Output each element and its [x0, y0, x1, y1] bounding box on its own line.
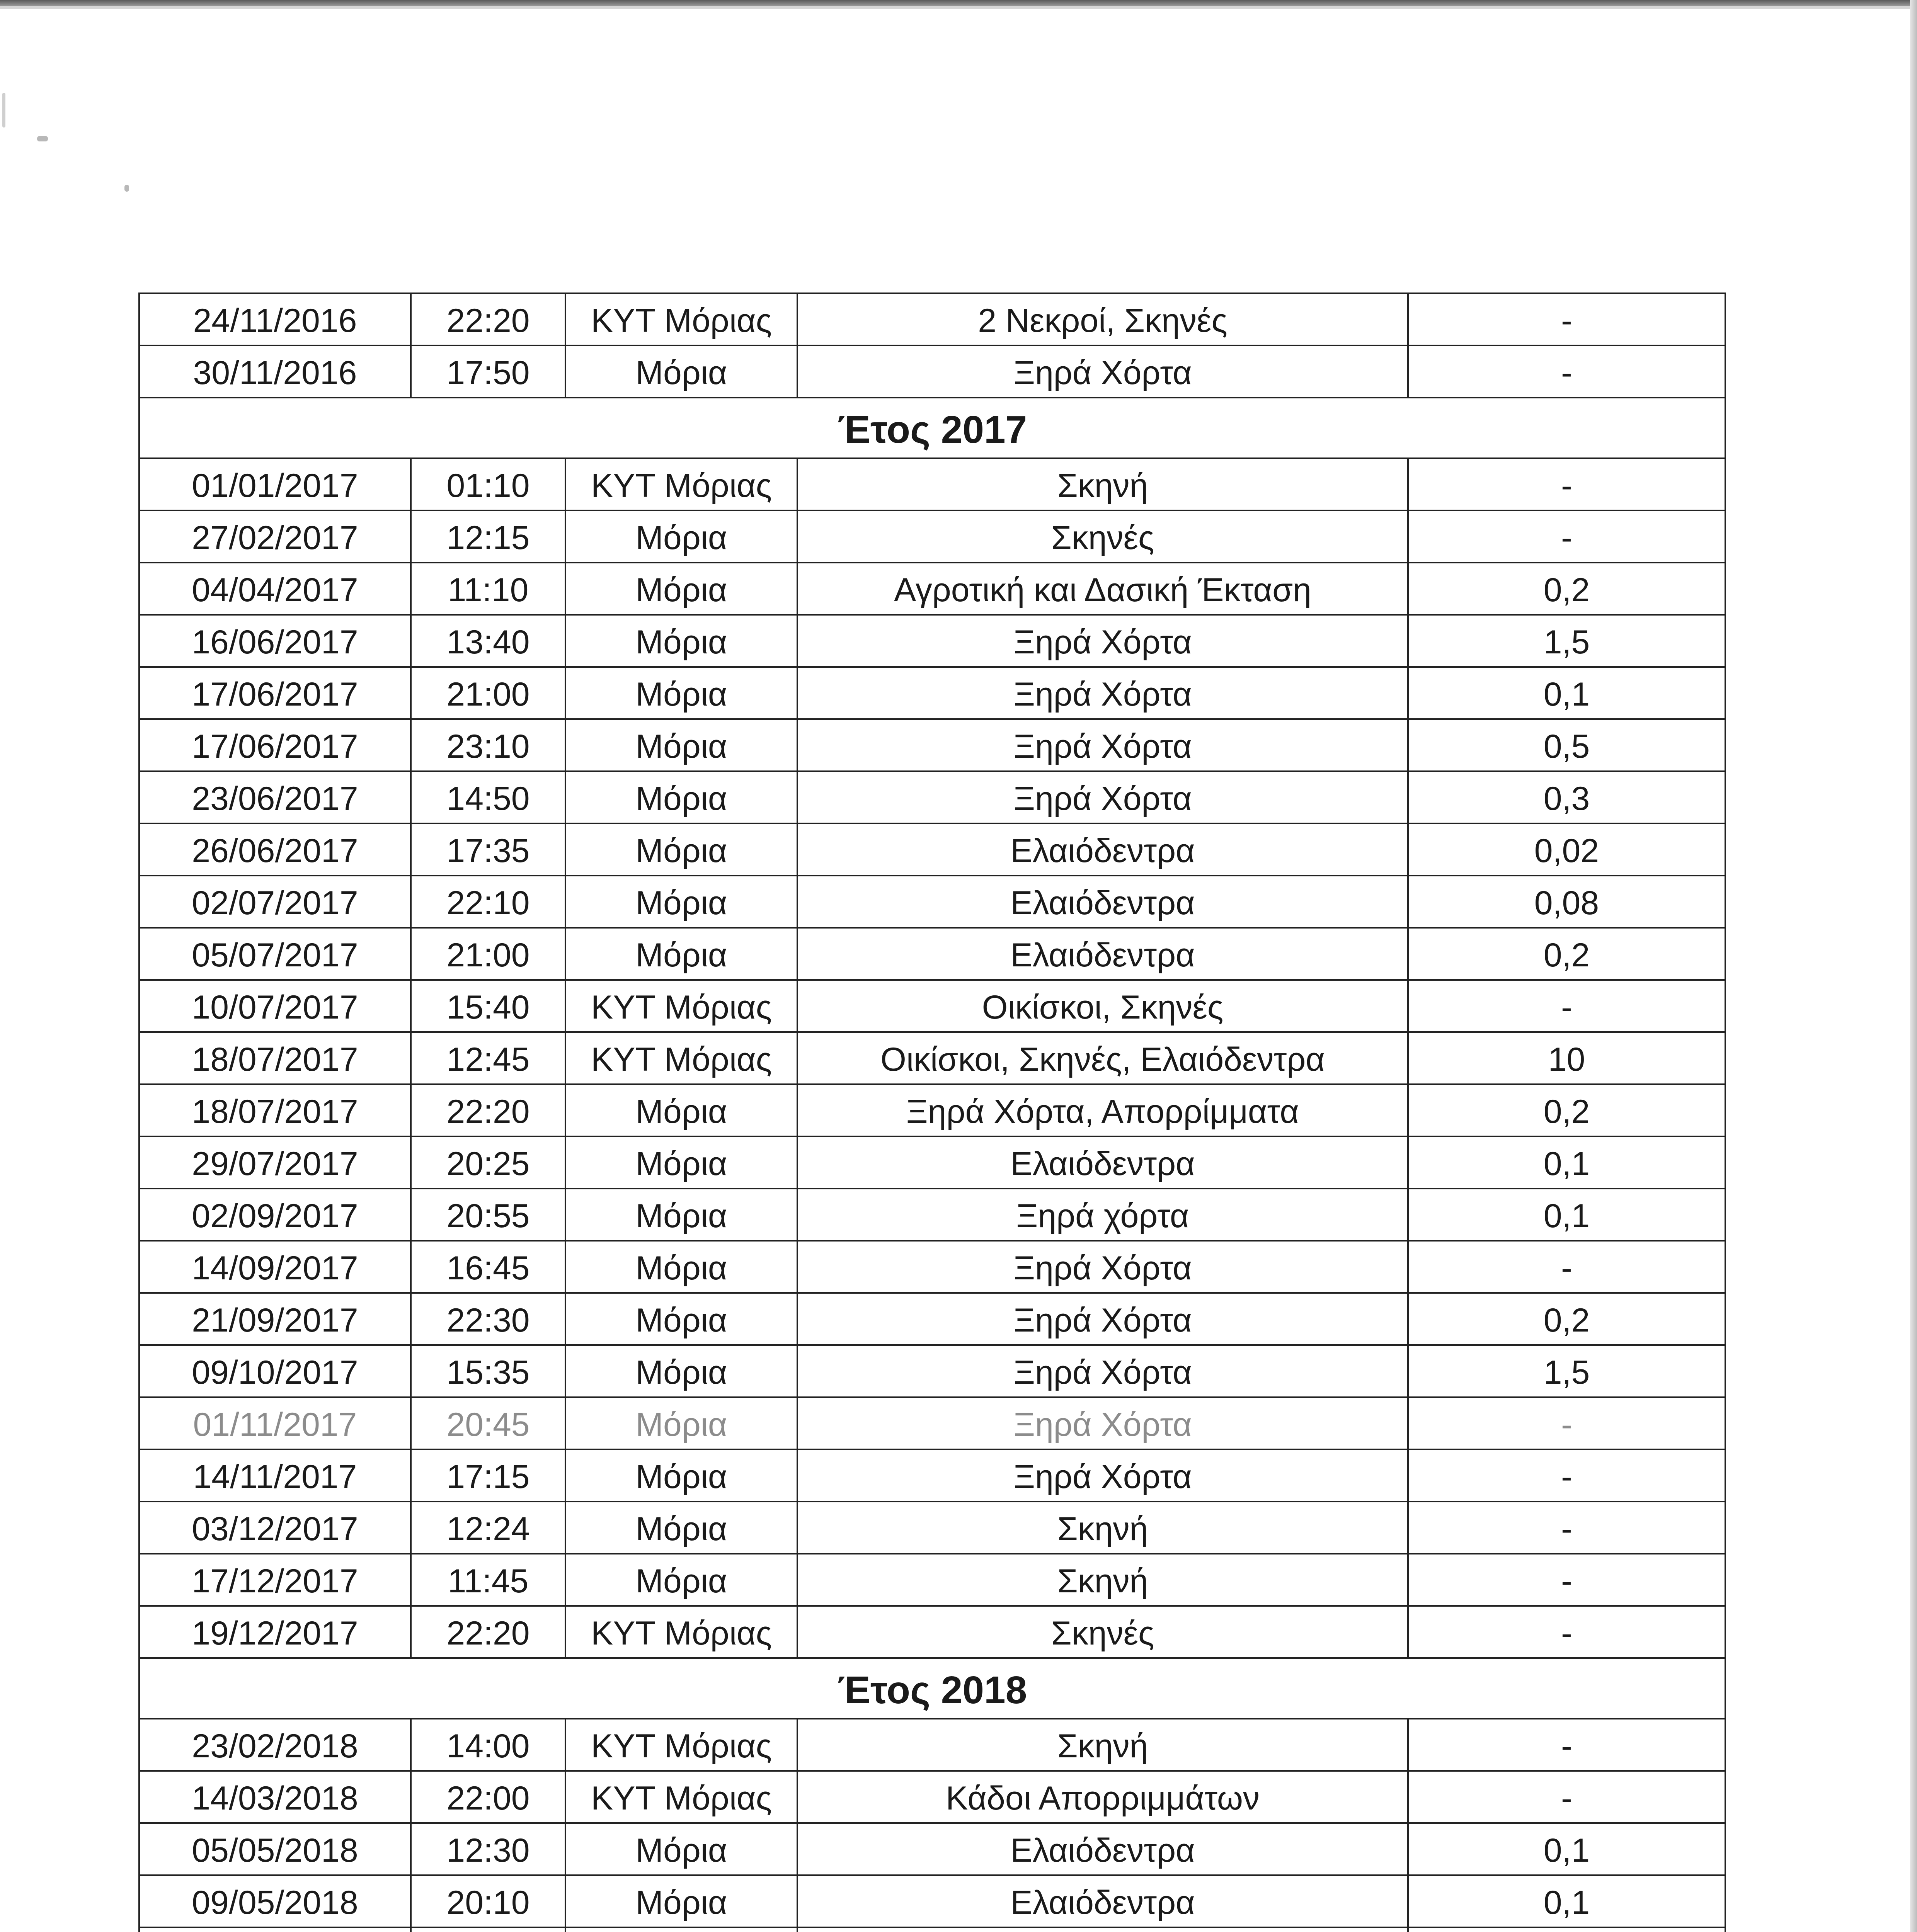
location-cell: Μόρια: [566, 1450, 798, 1502]
time-cell: 12:24: [412, 1502, 566, 1554]
area-cell: 0,2: [1409, 1294, 1726, 1346]
location-cell: Μόρια: [566, 1824, 798, 1876]
time-cell: 17:35: [412, 824, 566, 876]
table-row: [140, 929, 1726, 981]
table-row: [140, 1085, 1726, 1137]
date-cell: 05/07/2017: [140, 929, 412, 981]
table-row: [140, 1824, 1726, 1876]
location-cell: Μόρια: [566, 1189, 798, 1242]
time-cell: 16:45: [412, 1242, 566, 1294]
area-cell: -: [1409, 1242, 1726, 1294]
time-cell: 01:10: [412, 459, 566, 511]
date-cell: 02/09/2017: [140, 1189, 412, 1242]
date-cell: 16/06/2017: [140, 616, 412, 668]
description-cell: Ελαιόδεντρα: [798, 876, 1409, 929]
table-row: [140, 720, 1726, 772]
time-cell: 14:00: [412, 1719, 566, 1772]
area-cell: 0,08: [1409, 876, 1726, 929]
location-cell: Μόρια: [566, 563, 798, 616]
location-cell: ΚΥΤ Μόριας: [566, 1772, 798, 1824]
time-cell: 11:45: [412, 1554, 566, 1607]
table-row: [140, 1719, 1726, 1772]
description-cell: Σκηνή: [798, 1502, 1409, 1554]
table-row: [140, 1294, 1726, 1346]
table-row: [140, 1876, 1726, 1928]
location-cell: ΚΥΤ Μόριας: [566, 1607, 798, 1659]
date-cell: 10/07/2017: [140, 981, 412, 1033]
table-row: [140, 294, 1726, 346]
description-cell: Ξηρά Χόρτα: [798, 1242, 1409, 1294]
description-cell: Σκηνές: [798, 511, 1409, 563]
date-cell: 23/02/2018: [140, 1719, 412, 1772]
date-cell: 03/12/2017: [140, 1502, 412, 1554]
date-cell: 19/12/2017: [140, 1607, 412, 1659]
area-cell: -: [1409, 1772, 1726, 1824]
area-cell: -: [1409, 294, 1726, 346]
area-cell: 1,5: [1409, 1346, 1726, 1398]
location-cell: Μόρια: [566, 1398, 798, 1450]
location-cell: ΚΥΤ Μόριας: [566, 459, 798, 511]
description-cell: Ελαιόδεντρα: [798, 929, 1409, 981]
location-cell: ΚΥΤ Μόριας: [566, 1719, 798, 1772]
table-row: [140, 772, 1726, 824]
time-cell: 21:00: [412, 929, 566, 981]
table-row: [140, 1554, 1726, 1607]
area-cell: 0,2: [1409, 1085, 1726, 1137]
description-cell: Ξηρά Χόρτα: [798, 346, 1409, 398]
time-cell: 22:20: [412, 1607, 566, 1659]
time-cell: 15:40: [412, 981, 566, 1033]
description-cell: Ξηρά Χόρτα, Απορρίμματα: [798, 1085, 1409, 1137]
date-cell: 02/07/2017: [140, 876, 412, 929]
scan-edge-shadow: [0, 6, 1917, 9]
area-cell: -: [1409, 346, 1726, 398]
area-cell: 1,5: [1409, 616, 1726, 668]
description-cell: Σκηνή: [798, 459, 1409, 511]
table-row: [140, 1450, 1726, 1502]
year-header-row: [140, 1659, 1726, 1719]
location-cell: Μόρια: [566, 720, 798, 772]
table-row: [140, 824, 1726, 876]
location-cell: Μόρια: [566, 1876, 798, 1928]
time-cell: 14:50: [412, 772, 566, 824]
table-row: [140, 563, 1726, 616]
date-cell: 30/11/2016: [140, 346, 412, 398]
scan-edge-top: [0, 0, 1917, 6]
date-cell: 27/02/2017: [140, 511, 412, 563]
description-cell: Ξηρά Χόρτα: [798, 668, 1409, 720]
area-cell: 0,1: [1409, 1137, 1726, 1189]
area-cell: -: [1409, 1554, 1726, 1607]
date-cell: 14/03/2018: [140, 1772, 412, 1824]
scan-speck: [37, 136, 48, 141]
date-cell: 09/05/2018: [140, 1876, 412, 1928]
table-row: [140, 1772, 1726, 1824]
area-cell: -: [1409, 511, 1726, 563]
year-header: Έτος 2017: [140, 398, 1726, 459]
date-cell: 09/10/2017: [140, 1346, 412, 1398]
location-cell: Μόρια: [566, 1085, 798, 1137]
location-cell: Μόρια: [566, 1137, 798, 1189]
description-cell: Οικίσκοι, Σκηνές, Ελαιόδεντρα: [798, 1033, 1409, 1085]
date-cell: [140, 1928, 412, 1932]
table-row: [140, 668, 1726, 720]
area-cell: -: [1409, 981, 1726, 1033]
table-row: [140, 981, 1726, 1033]
location-cell: ΚΥΤ Μόριας: [566, 1033, 798, 1085]
date-cell: 29/07/2017: [140, 1137, 412, 1189]
date-cell: 24/11/2016: [140, 294, 412, 346]
table-row: [140, 1189, 1726, 1242]
description-cell: Ξηρά Χόρτα: [798, 1346, 1409, 1398]
table-row: [140, 346, 1726, 398]
area-cell: 10: [1409, 1033, 1726, 1085]
scan-speck: [2, 93, 5, 128]
date-cell: 17/06/2017: [140, 668, 412, 720]
time-cell: 22:10: [412, 876, 566, 929]
table-row: [140, 1137, 1726, 1189]
year-header-row: [140, 398, 1726, 459]
area-cell: -: [1409, 1398, 1726, 1450]
area-cell: 0,02: [1409, 824, 1726, 876]
description-cell: Ξηρά Χόρτα: [798, 720, 1409, 772]
time-cell: 22:30: [412, 1294, 566, 1346]
location-cell: ΚΥΤ Μόριας: [566, 981, 798, 1033]
description-cell: Ξηρά Χόρτα: [798, 1450, 1409, 1502]
time-cell: 17:50: [412, 346, 566, 398]
fire-incidents-table: [138, 293, 1726, 1932]
time-cell: 12:45: [412, 1033, 566, 1085]
area-cell: 0,5: [1409, 720, 1726, 772]
time-cell: 20:45: [412, 1398, 566, 1450]
table-row: [140, 1398, 1726, 1450]
description-cell: Ξηρά Χόρτα: [798, 1294, 1409, 1346]
table-row: [140, 1607, 1726, 1659]
time-cell: 20:10: [412, 1876, 566, 1928]
table-row: [140, 1928, 1726, 1932]
area-cell: -: [1409, 1502, 1726, 1554]
table-row: [140, 511, 1726, 563]
table-row: [140, 1242, 1726, 1294]
area-cell: -: [1409, 1719, 1726, 1772]
location-cell: Μόρια: [566, 668, 798, 720]
date-cell: 14/11/2017: [140, 1450, 412, 1502]
area-cell: 0,1: [1409, 1189, 1726, 1242]
time-cell: 20:25: [412, 1137, 566, 1189]
table-row: [140, 1346, 1726, 1398]
location-cell: Μόρια: [566, 1502, 798, 1554]
time-cell: 11:10: [412, 563, 566, 616]
description-cell: Αγροτική και Δασική Έκταση: [798, 563, 1409, 616]
description-cell: Ξηρά Χόρτα: [798, 1398, 1409, 1450]
date-cell: 26/06/2017: [140, 824, 412, 876]
description-cell: Ελαιόδεντρα: [798, 824, 1409, 876]
date-cell: 18/07/2017: [140, 1033, 412, 1085]
description-cell: 2 Νεκροί, Σκηνές: [798, 294, 1409, 346]
table-row: [140, 459, 1726, 511]
description-cell: Σκηνή: [798, 1719, 1409, 1772]
description-cell: Ελαιόδεντρα: [798, 1824, 1409, 1876]
area-cell: [1409, 1928, 1726, 1932]
time-cell: 22:00: [412, 1772, 566, 1824]
date-cell: 01/11/2017: [140, 1398, 412, 1450]
location-cell: Μόρια: [566, 1242, 798, 1294]
area-cell: 0,1: [1409, 668, 1726, 720]
date-cell: 14/09/2017: [140, 1242, 412, 1294]
area-cell: 0,2: [1409, 929, 1726, 981]
description-cell: Ελαιόδεντρα: [798, 1137, 1409, 1189]
area-cell: -: [1409, 459, 1726, 511]
description-cell: [798, 1928, 1409, 1932]
time-cell: 12:15: [412, 511, 566, 563]
date-cell: 17/06/2017: [140, 720, 412, 772]
description-cell: Ξηρά Χόρτα: [798, 772, 1409, 824]
description-cell: Ξηρά χόρτα: [798, 1189, 1409, 1242]
time-cell: 12:30: [412, 1824, 566, 1876]
date-cell: 18/07/2017: [140, 1085, 412, 1137]
location-cell: Μόρια: [566, 876, 798, 929]
description-cell: Σκηνή: [798, 1554, 1409, 1607]
time-cell: 21:00: [412, 668, 566, 720]
area-cell: -: [1409, 1450, 1726, 1502]
area-cell: -: [1409, 1607, 1726, 1659]
time-cell: 22:20: [412, 1085, 566, 1137]
location-cell: ΚΥΤ Μόριας: [566, 294, 798, 346]
description-cell: Ξηρά Χόρτα: [798, 616, 1409, 668]
location-cell: Μόρια: [566, 929, 798, 981]
time-cell: 15:35: [412, 1346, 566, 1398]
description-cell: Σκηνές: [798, 1607, 1409, 1659]
location-cell: Μόρια: [566, 346, 798, 398]
table-row: [140, 1502, 1726, 1554]
year-header: Έτος 2018: [140, 1659, 1726, 1719]
time-cell: 13:40: [412, 616, 566, 668]
scan-speck: [124, 185, 129, 192]
location-cell: Μόρια: [566, 824, 798, 876]
area-cell: 0,1: [1409, 1876, 1726, 1928]
area-cell: 0,1: [1409, 1824, 1726, 1876]
time-cell: 17:15: [412, 1450, 566, 1502]
date-cell: 05/05/2018: [140, 1824, 412, 1876]
scan-edge-right: [1910, 0, 1917, 1932]
area-cell: 0,3: [1409, 772, 1726, 824]
location-cell: Μόρια: [566, 511, 798, 563]
date-cell: 23/06/2017: [140, 772, 412, 824]
time-cell: [412, 1928, 566, 1932]
location-cell: Μόρια: [566, 616, 798, 668]
date-cell: 21/09/2017: [140, 1294, 412, 1346]
location-cell: Μόρια: [566, 772, 798, 824]
table-row: [140, 876, 1726, 929]
description-cell: Οικίσκοι, Σκηνές: [798, 981, 1409, 1033]
time-cell: 23:10: [412, 720, 566, 772]
table-row: [140, 616, 1726, 668]
location-cell: [566, 1928, 798, 1932]
table-row: [140, 1033, 1726, 1085]
date-cell: 04/04/2017: [140, 563, 412, 616]
time-cell: 20:55: [412, 1189, 566, 1242]
time-cell: 22:20: [412, 294, 566, 346]
description-cell: Ελαιόδεντρα: [798, 1876, 1409, 1928]
location-cell: Μόρια: [566, 1294, 798, 1346]
description-cell: Κάδοι Απορριμμάτων: [798, 1772, 1409, 1824]
date-cell: 01/01/2017: [140, 459, 412, 511]
location-cell: Μόρια: [566, 1346, 798, 1398]
area-cell: 0,2: [1409, 563, 1726, 616]
date-cell: 17/12/2017: [140, 1554, 412, 1607]
location-cell: Μόρια: [566, 1554, 798, 1607]
